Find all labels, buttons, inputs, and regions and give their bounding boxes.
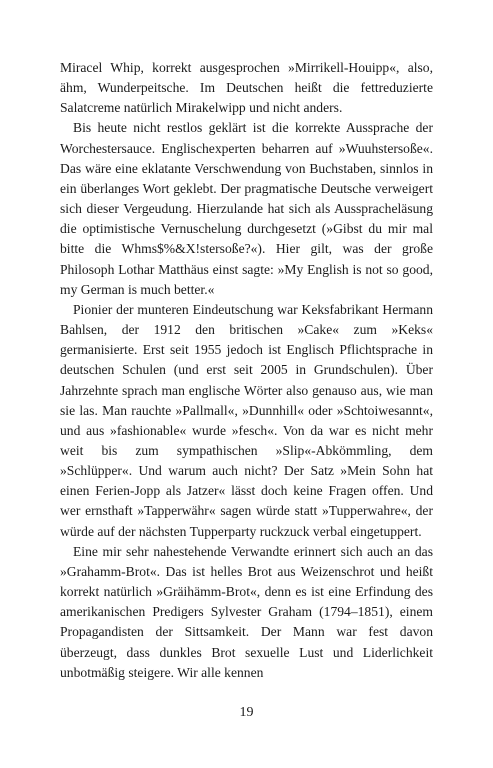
paragraph-1: Miracel Whip, korrekt ausgesprochen »Mirrikell-Houipp«, also, ähm, Wunderpeitsche. Im Deutschen heißt die fettreduzierte Salatcreme natürlich Mirakelwipp und nicht anders. (60, 60, 433, 116)
paragraph-2: Bis heute nicht restlos geklärt ist die korrekte Aussprache der Worchestersauce. Englischexperten beharren auf »Wuuhstersoße«. Das wäre eine eklatante Verschwendung von Buchstaben, sinnlos in ein überlanges Wort geklebt. Der pragmatische Deutsche verweigert sich dieser Vergeudung. Hierzulande hat sich als Ausspracheläsung die optimistische Vernuschelung durchgesetzt (»Gibst du mir mal bitte die Whms$%&X!stersoße?«). Hier gilt, was der große Philosoph Lothar Matthäus einst sagte: »My English is not so good, my German is much better.« (60, 120, 433, 297)
page-number: 19 (239, 705, 254, 720)
paragraph-3: Pionier der munteren Eindeutschung war Keksfabrikant Hermann Bahlsen, der 1912 den britischen »Cake« zum »Keks« germanisierte. Erst seit 1955 jedoch ist Englisch Pflichtsprache in deutschen Schulen (und erst seit 2005 in Grundschulen). Über Jahrzehnte sprach man englische Wörter also genauso aus, wie man sie las. Man rauchte »Pallmall«, »Dunnhill« oder »Schtoiwesannt«, und aus »fashionable« wurde »fesch«. Von da war es nicht mehr weit bis zum sympathischen »Slip«-Abkömmling, dem »Schlüpper«. Und warum auch nicht? Der Satz »Mein Sohn hat einen Ferien-Jopp als Jatzer« lässt doch keine Fragen offen. Und wer ernsthaft »Tapperwähr« sagen würde statt »Tupperwahre«, der würde auf der nächsten Tupperparty ruckzuck verbal eingetuppert. (60, 301, 433, 539)
paragraph-4: Eine mir sehr nahestehende Verwandte erinnert sich auch an das »Grahamm-Brot«. Das ist helles Brot aus Weizenschrot und heißt korrekt natürlich »Gräihämm-Brot«, denn es ist eine Erfindung des amerikanischen Predigers Sylvester Graham (1794–1851), einem Propagandisten der Sittsamkeit. Der Mann war fest davon überzeugt, dass dunkles Brot sexuelle Lust und Liderlichkeit unbotmäßig steigere. Wir alle kennen (60, 543, 433, 680)
page-body (60, 58, 433, 683)
